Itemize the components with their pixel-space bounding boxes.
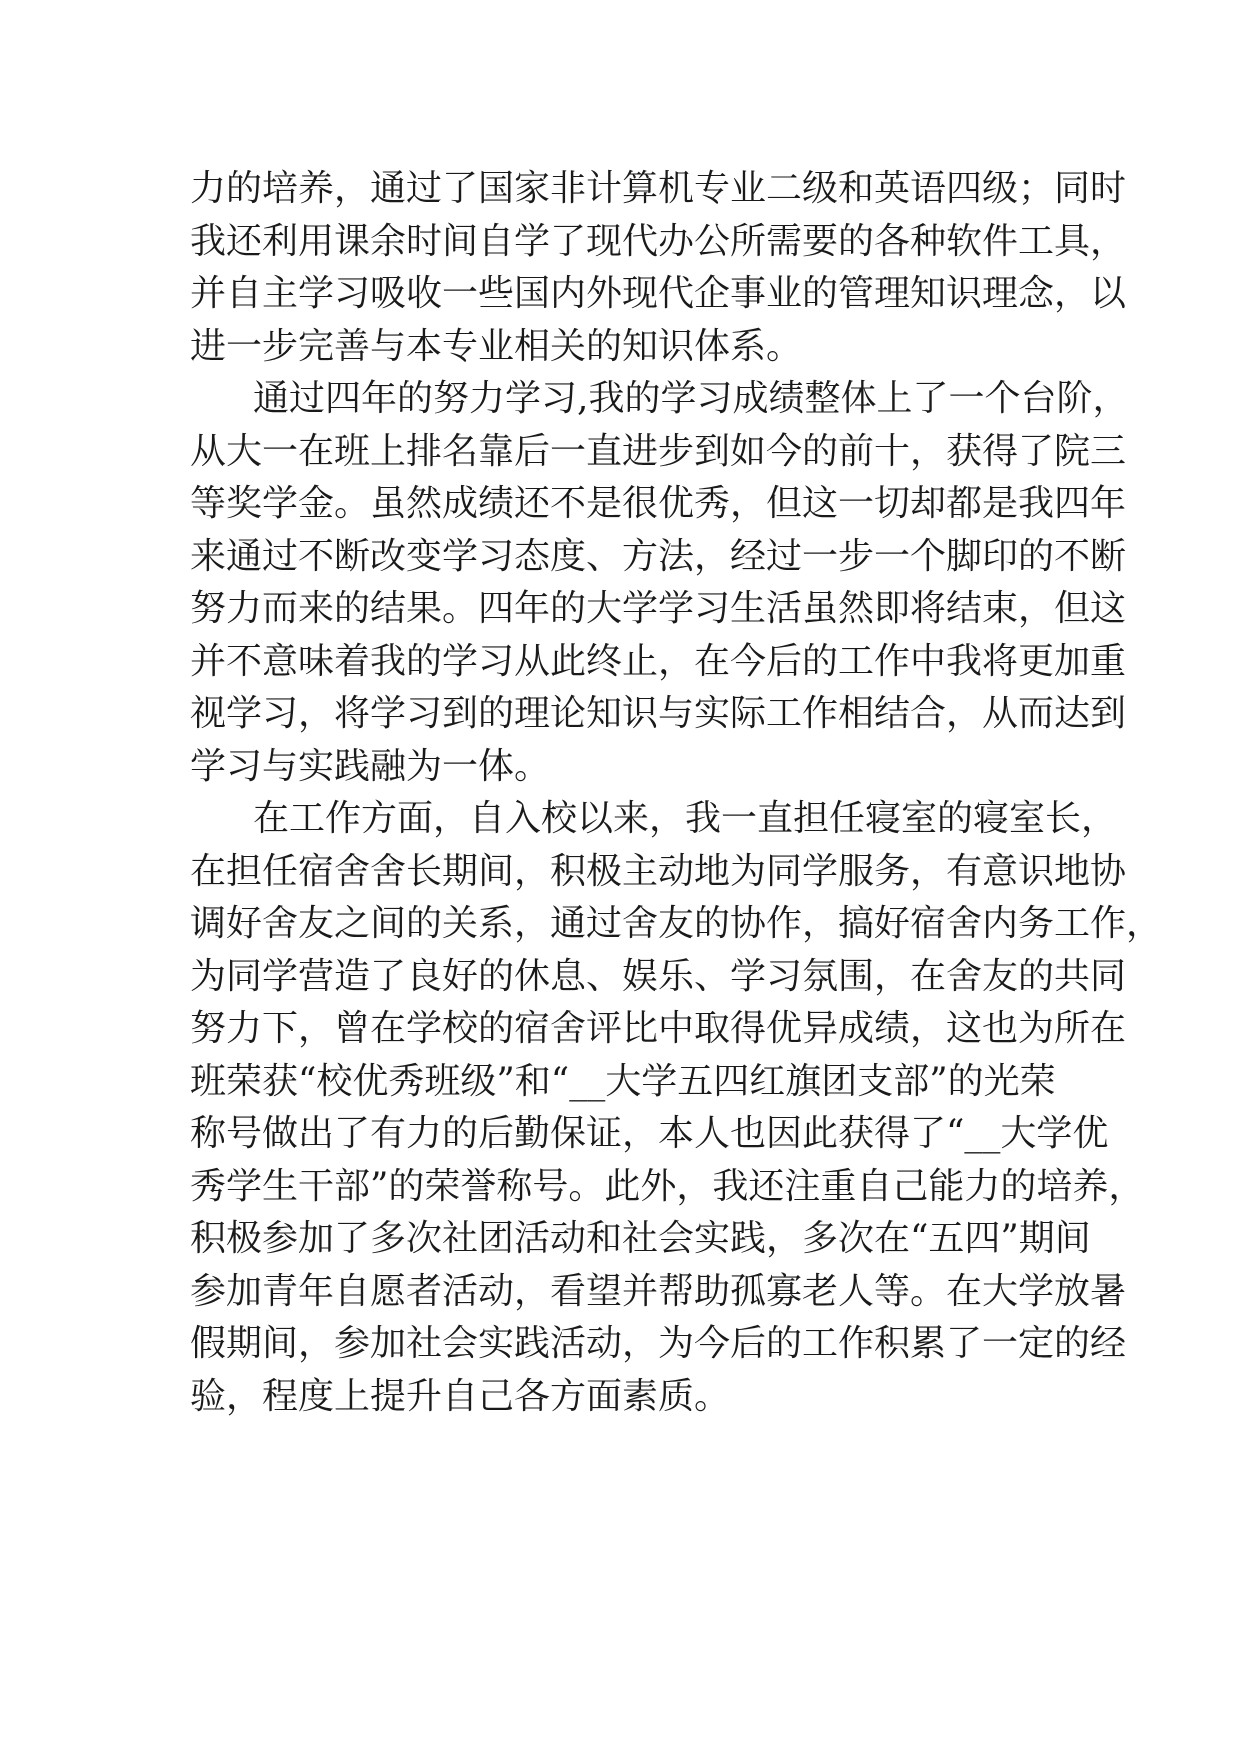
paragraph-line: 来通过不断改变学习态度、方法，经过一步一个脚印的不断 [190,535,1127,577]
paragraph-line: 验，程度上提升自己各方面素质。 [190,1375,731,1417]
paragraph-line: 努力下，曾在学校的宿舍评比中取得优异成绩，这也为所在 [190,1008,1127,1049]
paragraph-line: 通过四年的努力学习,我的学习成绩整体上了一个台阶， [253,378,1129,419]
paragraph-line: 在工作方面，自入校以来，我一直担任寝室的寝室长， [253,798,1118,839]
paragraph-line: 等奖学金。虽然成绩还不是很优秀，但这一切却都是我四年 [190,483,1127,524]
paragraph-line: 进一步完善与本专业相关的知识体系。 [190,325,803,367]
paragraph-line: 为同学营造了良好的休息、娱乐、学习氛围，在舍友的共同 [190,955,1127,997]
paragraph-line: 秀学生干部”的荣誉称号。此外，我还注重自己能力的培养， [190,1165,1145,1207]
paragraph-line: 从大一在班上排名靠后一直进步到如今的前十，获得了院三 [190,430,1127,472]
paragraph-1 [190,163,1127,373]
paragraph-line: 称号做出了有力的后勤保证，本人也因此获得了“__大学优 [190,1113,1109,1154]
paragraph-line: 学习与实践融为一体。 [190,745,551,787]
paragraph-line: 并自主学习吸收一些国内外现代企事业的管理知识理念，以 [190,273,1127,314]
paragraph-line: 视学习，将学习到的理论知识与实际工作相结合，从而达到 [190,693,1127,734]
paragraph-line: 积极参加了多次社团活动和社会实践，多次在“五四”期间 [190,1218,1091,1259]
paragraph-line: 并不意味着我的学习从此终止，在今后的工作中我将更加重 [190,640,1127,682]
paragraph-line: 参加青年自愿者活动，看望并帮助孤寡老人等。在大学放暑 [190,1270,1127,1312]
paragraph-line: 我还利用课余时间自学了现代办公所需要的各种软件工具， [190,220,1127,262]
paragraph-line: 在担任宿舍舍长期间，积极主动地为同学服务，有意识地协 [190,850,1127,892]
paragraph-2 [190,373,1129,793]
document-body [190,163,1163,1423]
paragraph-line: 假期间，参加社会实践活动，为今后的工作积累了一定的经 [190,1323,1127,1364]
paragraph-3 [190,793,1163,1423]
paragraph-line: 力的培养，通过了国家非计算机专业二级和英语四级；同时 [190,168,1127,209]
paragraph-line: 班荣获“校优秀班级”和“__大学五四红旗团支部”的光荣 [190,1060,1056,1102]
paragraph-line: 调好舍友之间的关系，通过舍友的协作，搞好宿舍内务工作， [190,903,1163,944]
paragraph-line: 努力而来的结果。四年的大学学习生活虽然即将结束，但这 [190,588,1127,629]
